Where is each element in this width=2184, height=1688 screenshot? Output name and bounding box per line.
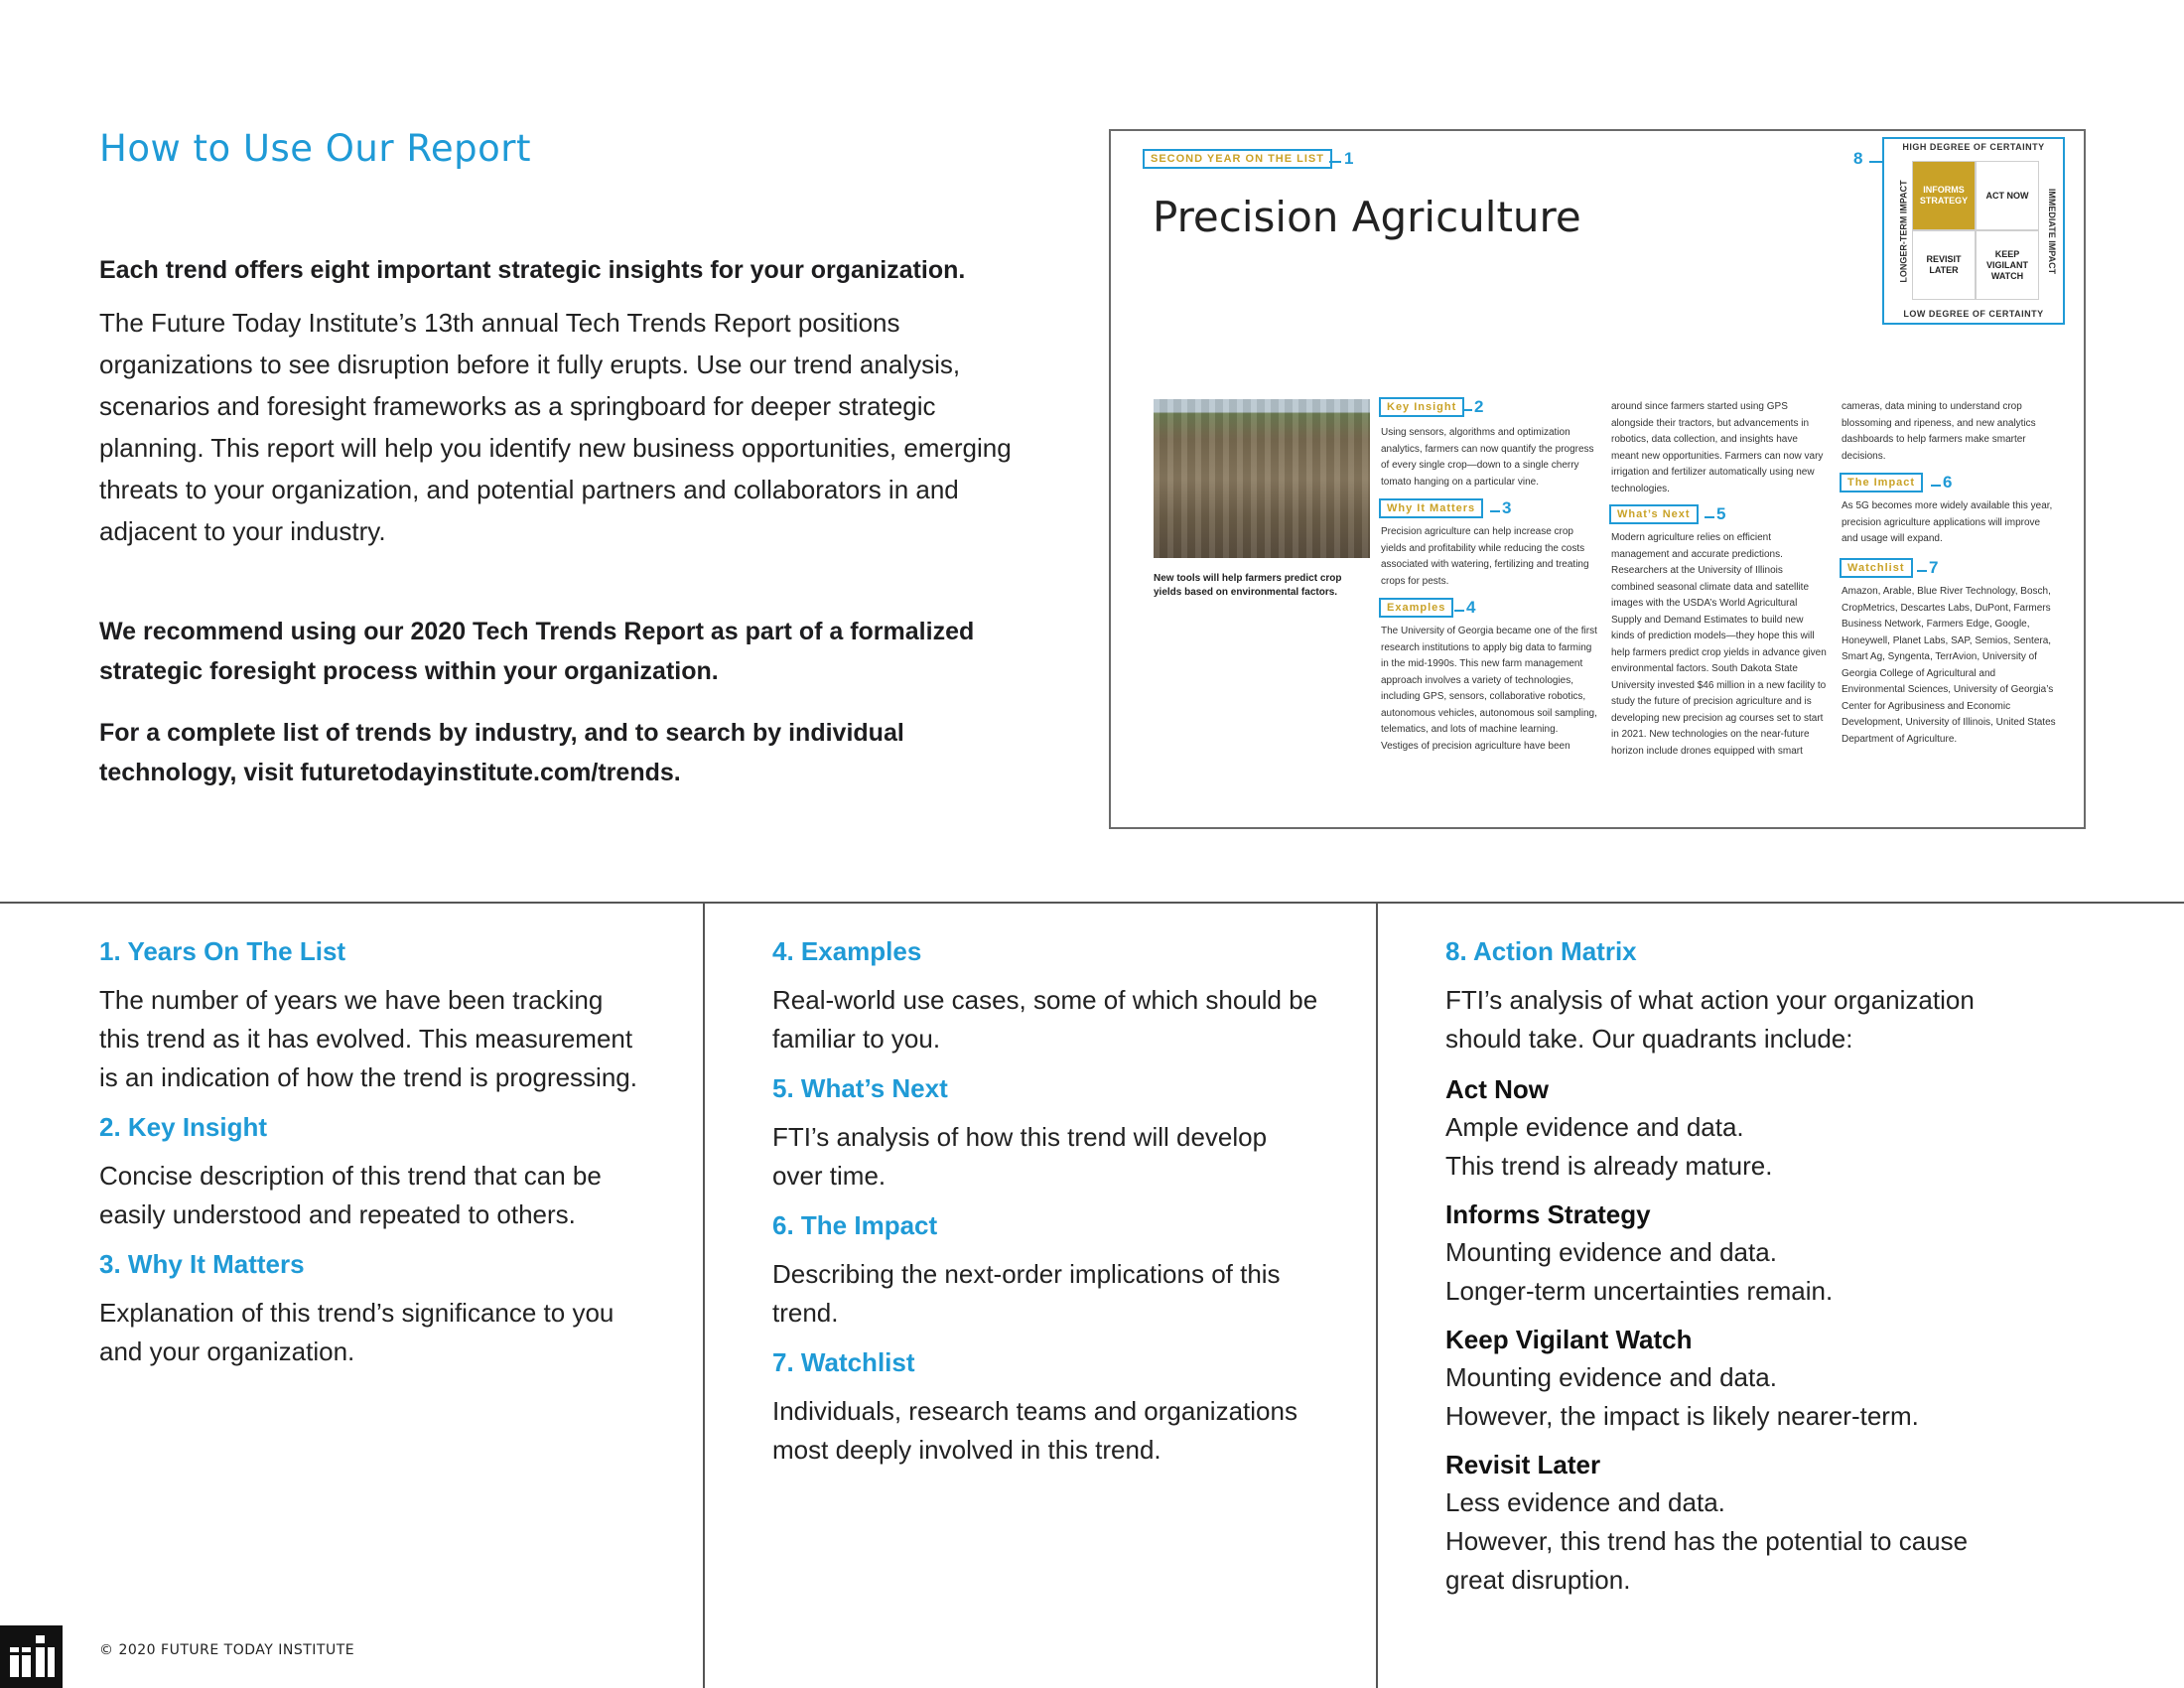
sample-page-preview	[1109, 129, 2086, 829]
quadrant-name-keep-vigilant-watch: Keep Vigilant Watch	[1445, 1325, 1693, 1354]
preview-text-examples: The University of Georgia became one of the first research institutions to apply big data to farming in the mid-1990s. This new farm management approach involves a variety of technologies, including GPS, sensors, collaborative robotics, autonomous vehicles, autonomous soil sampling, telematics, and lots of machine learning. Vestiges of precision agriculture have been	[1381, 626, 1597, 752]
callout-line-8	[1869, 161, 1882, 163]
preview-caption: New tools will help farmers predict crop yields based on environmental factors.	[1154, 573, 1342, 598]
legend-text-years-on-list: The number of years we have been tracking this trend as it has evolved. This measurement is an indication of how the trend is progressing.	[99, 985, 637, 1092]
matrix-top-label: HIGH DEGREE OF CERTAINTY	[1902, 142, 2045, 152]
callout-number-7: 7	[1929, 558, 1939, 577]
tag-key-insight: Key Insight	[1379, 397, 1464, 417]
preview-text-col2-top: around since farmers started using GPS alongside their tractors, but advancements in robotics, data collection, and insights have meant new opportunities. Farmers can now vary irrigation and fertilizer automatically using new technologies.	[1611, 401, 1824, 494]
legend-heading-watchlist: 7. Watchlist	[772, 1347, 915, 1377]
preview-text-key-insight: Using sensors, algorithms and optimization analytics, farmers can now quantify the progress of every single crop—down to a single cherry tomato hanging on a particular vine.	[1381, 427, 1594, 488]
quadrant-desc-revisit-later	[1445, 1483, 1981, 1600]
intro-lead: Each trend offers eight important strategic insights for your organization.	[99, 256, 966, 284]
legend-column-2	[772, 933, 1318, 1481]
callout-line-1	[1329, 161, 1341, 163]
quadrant-line: However, this trend has the potential to cause great disruption.	[1445, 1526, 1969, 1595]
matrix-cell-act-now: ACT NOW	[1977, 162, 2038, 229]
quadrant-desc-informs-strategy	[1445, 1233, 1981, 1311]
legend-text-why-it-matters: Explanation of this trend’s significance to you and your organization.	[99, 1298, 614, 1366]
callout-number-6: 6	[1943, 473, 1953, 492]
quadrant-line: Less evidence and data.	[1445, 1487, 1725, 1517]
preview-text-watchlist: Amazon, Arable, Blue River Technology, Bosch, CropMetrics, Descartes Labs, DuPont, Farmers Business Network, Farmers Edge, Google, Honeywell, Planet Labs, SAP, Semios, Sentera, Smart Ag, Syngenta, TerrAvion, University of Georgia College of Agricultural and Environmental Sciences, University of Georgia’s Center for Agribusiness and Economic Development, University of Illinois, United States Department of Agriculture.	[1842, 586, 2056, 745]
tag-examples: Examples	[1379, 598, 1453, 618]
callout-number-3: 3	[1502, 498, 1512, 517]
callout-line-4	[1454, 610, 1464, 612]
intro-visit: For a complete list of trends by industry, and to search by individual technology, visit futuretodayinstitute.com/trends.	[99, 719, 904, 786]
legend-heading-the-impact: 6. The Impact	[772, 1210, 938, 1240]
legend-text-key-insight: Concise description of this trend that can be easily understood and repeated to others.	[99, 1161, 602, 1229]
legend-column-3	[1445, 933, 1981, 1610]
fti-logo-svg	[0, 1625, 63, 1688]
callout-line-6	[1931, 485, 1941, 487]
quadrant-name-act-now: Act Now	[1445, 1074, 1549, 1104]
legend-heading-why-it-matters: 3. Why It Matters	[99, 1249, 305, 1279]
callout-line-7	[1917, 570, 1927, 572]
callout-number-5: 5	[1716, 504, 1726, 523]
copyright-text: © 2020 FUTURE TODAY INSTITUTE	[99, 1642, 355, 1658]
fti-logo-icon	[0, 1625, 63, 1688]
quadrant-line: This trend is already mature.	[1445, 1151, 1773, 1181]
column-divider-1	[703, 903, 705, 1688]
legend-text-the-impact: Describing the next-order implications of this trend.	[772, 1259, 1281, 1328]
matrix-cell-keep-vigilant-watch: KEEP VIGILANT WATCH	[1977, 231, 2038, 299]
preview-text-col3-top: cameras, data mining to understand crop blossoming and ripeness, and new analytics dashboards to help farmers make smarter decisions.	[1842, 401, 2036, 462]
matrix-left-label: LONGER-TERM IMPACT	[1898, 180, 1909, 283]
preview-text-the-impact: As 5G becomes more widely available this year, precision agriculture applications will improve and usage will expand.	[1842, 500, 2053, 544]
legend-heading-key-insight: 2. Key Insight	[99, 1112, 268, 1142]
callout-number-1: 1	[1344, 149, 1354, 168]
tag-whats-next: What’s Next	[1609, 504, 1699, 524]
matrix-right-label: IMMEDIATE IMPACT	[2046, 188, 2057, 275]
preview-text-why-it-matters: Precision agriculture can help increase crop yields and profitability while reducing the costs associated with watering, fertilizing and treating crops for pests.	[1381, 526, 1589, 587]
quadrant-name-informs-strategy: Informs Strategy	[1445, 1199, 1651, 1229]
quadrant-line: Mounting evidence and data.	[1445, 1362, 1777, 1392]
intro-recommendation: We recommend using our 2020 Tech Trends Report as part of a formalized strategic foresight process within your organization.	[99, 618, 975, 685]
quadrant-line: Ample evidence and data.	[1445, 1112, 1744, 1142]
intro-body: The Future Today Institute’s 13th annual Tech Trends Report positions organizations to see disruption before it fully erupts. Use our trend analysis, scenarios and foresight frameworks as a springboard for deeper strategic planning. This report will help you identify new business opportunities, emerging threats to your organization, and potential partners and collaborators in and adjacent to your industry.	[99, 308, 1012, 546]
legend-text-watchlist: Individuals, research teams and organizations most deeply involved in this trend.	[772, 1396, 1297, 1465]
quadrant-desc-act-now	[1445, 1108, 1981, 1186]
callout-number-2: 2	[1474, 397, 1484, 416]
quadrant-name-revisit-later: Revisit Later	[1445, 1450, 1601, 1479]
preview-action-matrix	[1882, 137, 2065, 325]
tag-watchlist: Watchlist	[1840, 558, 1913, 578]
legend-heading-whats-next: 5. What’s Next	[772, 1073, 948, 1103]
matrix-cell-revisit-later: REVISIT LATER	[1913, 231, 1975, 299]
quadrant-line: Longer-term uncertainties remain.	[1445, 1276, 1834, 1306]
legend-heading-examples: 4. Examples	[772, 936, 922, 966]
tag-why-it-matters: Why It Matters	[1379, 498, 1483, 518]
quadrant-line: Mounting evidence and data.	[1445, 1237, 1777, 1267]
matrix-bottom-label: LOW DEGREE OF CERTAINTY	[1903, 309, 2044, 319]
horizontal-divider	[0, 902, 2184, 904]
legend-heading-action-matrix: 8. Action Matrix	[1445, 936, 1637, 966]
quadrant-line: However, the impact is likely nearer-term.	[1445, 1401, 1919, 1431]
legend-text-action-matrix: FTI’s analysis of what action your organization should take. Our quadrants include:	[1445, 985, 1975, 1054]
legend-column-1	[99, 933, 645, 1383]
callout-number-8: 8	[1853, 149, 1863, 168]
tag-years-on-list: SECOND YEAR ON THE LIST	[1143, 149, 1332, 169]
quadrant-desc-keep-vigilant-watch	[1445, 1358, 1981, 1436]
legend-heading-years-on-list: 1. Years On The List	[99, 936, 346, 966]
callout-line-3	[1490, 510, 1500, 512]
tag-the-impact: The Impact	[1840, 473, 1923, 492]
callout-line-2	[1462, 409, 1472, 411]
matrix-cell-informs-strategy: INFORMS STRATEGY	[1913, 162, 1975, 229]
preview-photo	[1154, 399, 1370, 558]
legend-text-whats-next: FTI’s analysis of how this trend will develop over time.	[772, 1122, 1268, 1191]
callout-number-4: 4	[1466, 598, 1476, 617]
column-divider-2	[1376, 903, 1378, 1688]
matrix-grid	[1912, 161, 2039, 300]
preview-trend-title: Precision Agriculture	[1153, 193, 1581, 241]
page-title: How to Use Our Report	[99, 127, 531, 170]
intro-section	[99, 250, 1042, 792]
preview-text-whats-next: Modern agriculture relies on efficient management and accurate predictions. Researchers at the University of Illinois combined seasonal climate data and satellite images with the USDA’s World Agricultural Supply and Demand Estimates to build new kinds of prediction models—they hope this will help farmers predict crop yields in advance given environmental factors. South Dakota State University invested $46 million in a new facility to study the future of precision agriculture and is developing new precision ag courses set to start in 2021. New technologies on the near-future horizon include drones equipped with smart	[1611, 532, 1827, 757]
callout-line-5	[1705, 516, 1714, 518]
legend-text-examples: Real-world use cases, some of which should be familiar to you.	[772, 985, 1318, 1054]
